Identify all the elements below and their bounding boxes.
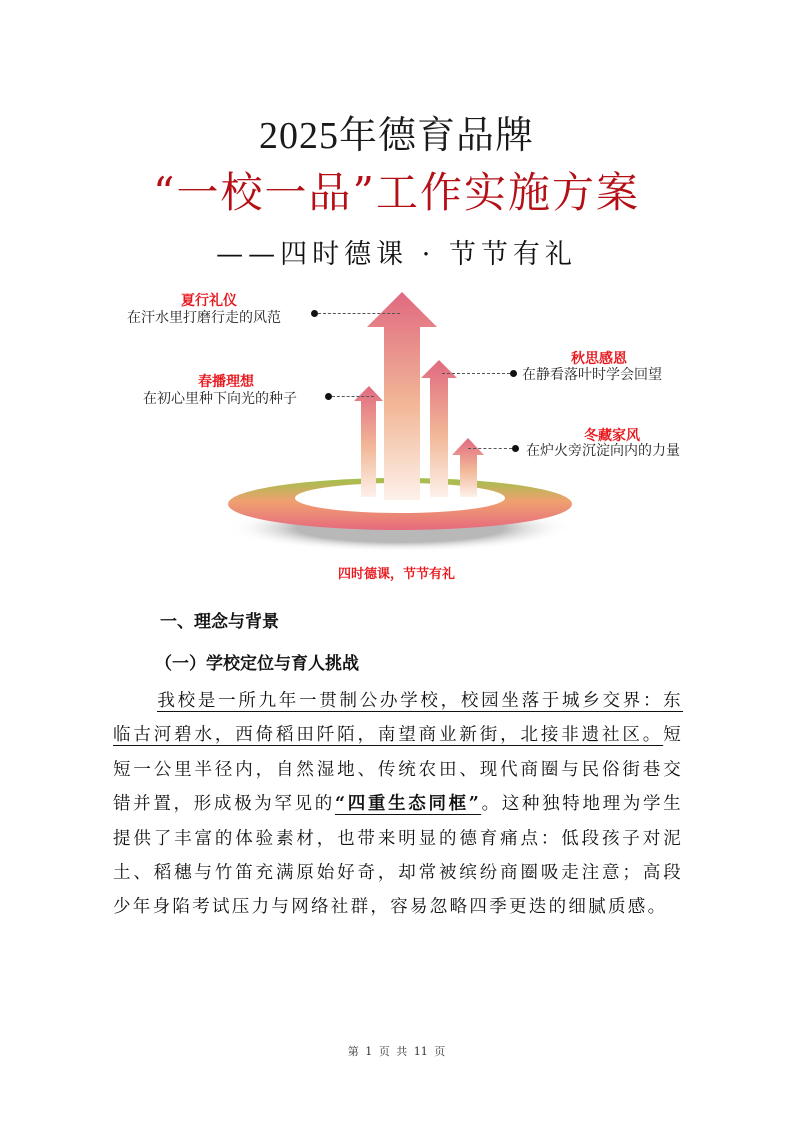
highlight-four-ecologies: “四重生态同框” [334, 794, 482, 815]
autumn-leader-line [442, 373, 510, 374]
season-autumn-name: 秋思感恩 [571, 351, 627, 367]
section-heading: 一、理念与背景 [160, 612, 279, 632]
season-winter-name: 冬藏家风 [584, 428, 640, 444]
winter-dot-icon [512, 445, 519, 452]
subsection-heading: （一）学校定位与育人挑战 [155, 654, 359, 674]
winter-leader-line [468, 448, 512, 449]
season-spring-desc: 在初心里种下向光的种子 [143, 391, 297, 407]
summer-dot-icon [311, 310, 318, 317]
seasons-diagram [0, 280, 793, 580]
season-winter-desc: 在炉火旁沉淀向内的力量 [526, 443, 680, 459]
spring-dot-icon [325, 393, 332, 400]
underlined-location-text: 我校是一所九年一贯制公办学校，校园坐落于城乡交界：东临古河碧水，西倚稻田阡陌，南望商业新街，北接非遗社区。 [113, 691, 683, 746]
subtitle: ——四时德课 · 节节有礼 [216, 239, 577, 270]
spring-leader-line [332, 396, 374, 397]
title-line-2: “一校一品”工作实施方案 [153, 168, 640, 217]
paragraph-text-2: 。这种独特地理为学生提供了丰富的体验素材，也带来明显的德育痛点：低段孩子对泥土、稻穗与竹笛充满原始好奇，却常被缤纷商圈吸走注意；高段少年身陷考试压力与网络社群，容易忽略四季更迭的细腻质感。 [113, 794, 683, 918]
autumn-dot-icon [510, 370, 517, 377]
arrow-autumn [421, 360, 457, 497]
season-autumn-desc: 在静看落叶时学会回望 [522, 367, 662, 383]
season-summer-name: 夏行礼仪 [181, 293, 237, 309]
arrows-ring-graphic [0, 280, 793, 580]
page-footer: 第 1 页 共 11 页 [347, 1045, 446, 1058]
title-line-1: 2025年德育品牌 [258, 115, 534, 157]
season-summer-desc: 在汗水里打磨行走的风范 [127, 310, 281, 326]
body-paragraph [113, 684, 683, 925]
diagram-caption: 四时德课，节节有礼 [337, 567, 455, 582]
summer-leader-line [318, 313, 400, 314]
paragraph-text-1: 短短一公里半径内，自然湿地、传统农田、现代商圈与民俗街巷交错并置，形成极为罕见的 [113, 725, 683, 815]
season-spring-name: 春播理想 [198, 374, 254, 390]
